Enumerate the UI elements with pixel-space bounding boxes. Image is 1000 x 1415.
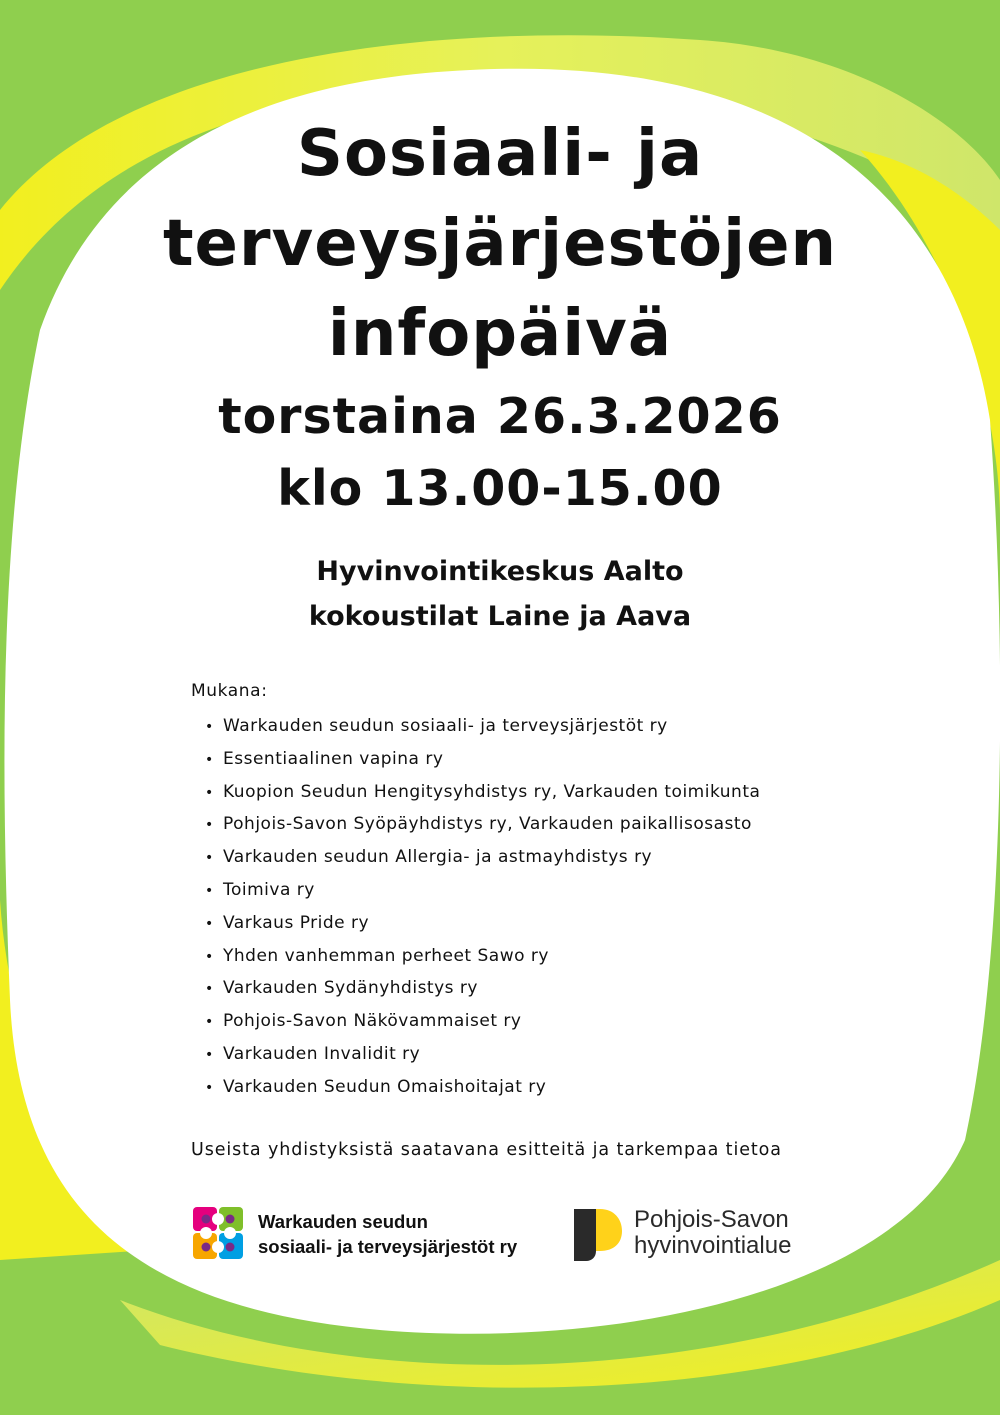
- bullet-icon: •: [205, 882, 214, 899]
- list-item: [205, 972, 760, 1005]
- bullet-icon: •: [205, 719, 214, 735]
- puzzle-people-icon: [192, 1205, 244, 1261]
- bullet-icon: •: [205, 1014, 214, 1031]
- venue-name: Hyvinvointikeskus Aalto: [316, 556, 684, 587]
- list-item: [205, 1005, 760, 1038]
- list-item-label: Pohjois-Savon Näkövammaiset ry: [223, 1011, 522, 1032]
- list-item: [205, 940, 760, 973]
- event-date: torstaina 26.3.2026: [218, 388, 782, 445]
- warkauden-seudun-logo: [192, 1205, 552, 1265]
- list-item-label: Varkauden Seudun Omaishoitajat ry: [223, 1076, 547, 1097]
- list-item-label: Warkauden seudun sosiaali- ja terveysjärjestöt ry: [223, 716, 668, 736]
- list-item-label: Varkauden Invalidit ry: [223, 1043, 421, 1064]
- list-item: [205, 841, 760, 874]
- bullet-icon: •: [205, 1046, 214, 1063]
- title-line-2: terveysjärjestöjen: [162, 207, 838, 281]
- pohjois-savon-hyvinvointialue-logo: [574, 1205, 834, 1265]
- bullet-icon: •: [205, 784, 214, 801]
- logo-left-line2: sosiaali- ja terveysjärjestöt ry: [258, 1236, 518, 1257]
- logo-left-text: [258, 1209, 517, 1259]
- list-item-label: Varkauden seudun Allergia- ja astmayhdistys ry: [223, 847, 653, 868]
- list-item: [205, 743, 760, 776]
- bullet-icon: •: [205, 850, 214, 867]
- list-item-label: Pohjois-Savon Syöpäyhdistys ry, Varkauden paikallisosasto: [223, 814, 752, 835]
- bullet-icon: •: [205, 817, 214, 834]
- list-item: [205, 907, 760, 940]
- list-item-label: Kuopion Seudun Hengitysyhdistys ry, Varkauden toimikunta: [223, 781, 761, 802]
- list-item-label: Essentiaalinen vapina ry: [223, 748, 444, 769]
- logo-right-text: [634, 1207, 791, 1259]
- bullet-icon: •: [205, 1079, 214, 1096]
- participants-intro: Mukana:: [191, 681, 268, 701]
- list-item-label: Toimiva ry: [223, 879, 315, 900]
- bullet-icon: •: [205, 948, 214, 965]
- list-item: [205, 1071, 760, 1104]
- bullet-icon: •: [205, 915, 214, 932]
- list-item-label: Varkaus Pride ry: [223, 912, 370, 933]
- brochures-note: Useista yhdistyksistä saatavana esitteitä ja tarkempaa tietoa: [191, 1140, 782, 1160]
- list-item-label: Yhden vanhemman perheet Sawo ry: [223, 945, 549, 966]
- participants-list: [205, 710, 760, 1104]
- list-item: [205, 1038, 760, 1071]
- list-item-label: Varkauden Sydänyhdistys ry: [223, 978, 478, 999]
- bullet-icon: •: [205, 751, 214, 768]
- pohjois-savo-p-icon: [574, 1209, 622, 1261]
- venue-rooms: kokoustilat Laine ja Aava: [308, 601, 692, 632]
- title-line-1: Sosiaali- ja: [296, 117, 704, 191]
- logo-right-line1: Pohjois-Savon: [634, 1206, 789, 1233]
- bullet-icon: •: [205, 981, 214, 998]
- logo-right-line2: hyvinvointialue: [634, 1232, 792, 1259]
- list-item: [205, 776, 760, 809]
- list-item: [205, 808, 760, 841]
- event-time: klo 13.00-15.00: [277, 460, 723, 517]
- list-item: [205, 874, 760, 907]
- title-line-3: infopäivä: [327, 297, 673, 371]
- list-item: [205, 710, 760, 743]
- logo-left-line1: Warkauden seudun: [258, 1211, 428, 1232]
